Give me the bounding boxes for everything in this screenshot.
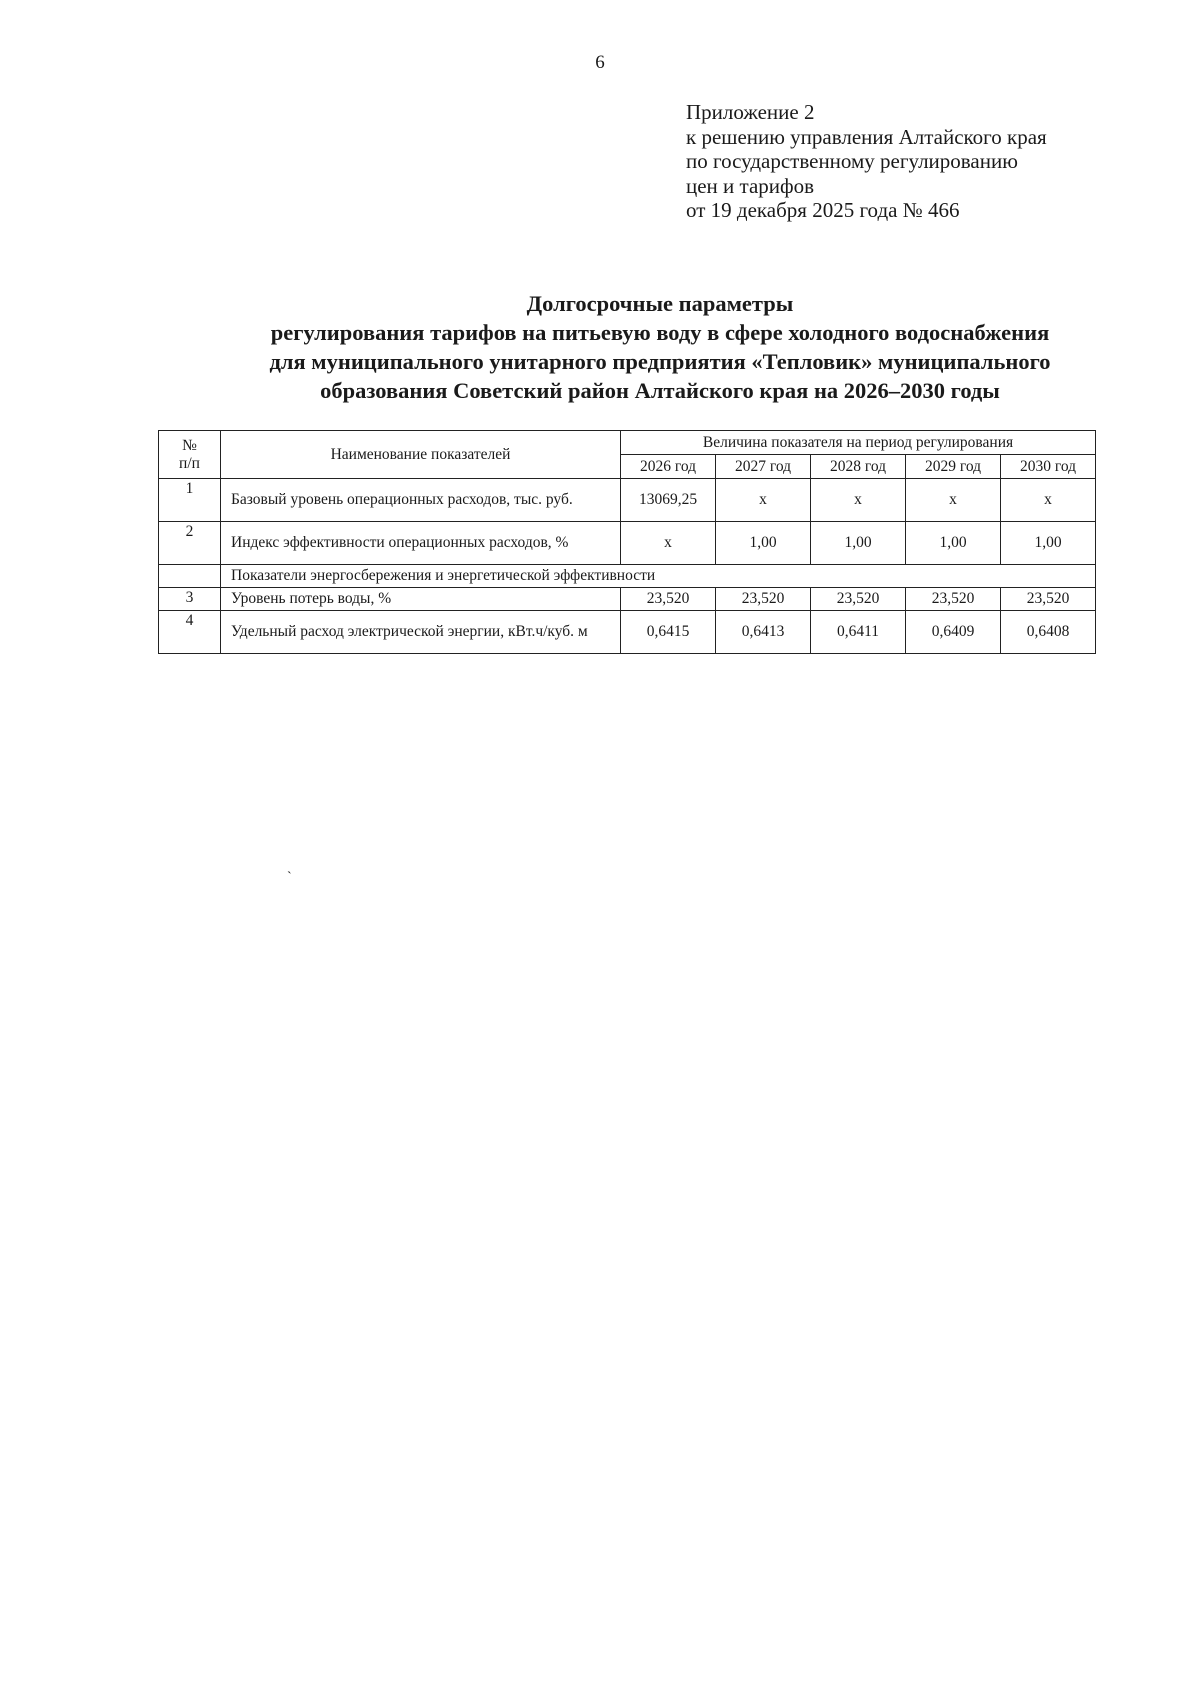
- row-num: 4: [159, 611, 221, 654]
- appendix-line: цен и тарифов: [686, 173, 815, 198]
- section-title: Показатели энергосбережения и энергетической эффективности: [221, 565, 1096, 588]
- appendix-line: от 19 декабря 2025 года № 466: [686, 198, 960, 222]
- header-year: 2029 год: [906, 455, 1001, 479]
- row-value: 1,00: [716, 522, 811, 565]
- row-value: 23,520: [1001, 588, 1096, 611]
- header-year: 2030 год: [1001, 455, 1096, 479]
- row-num: 2: [159, 522, 221, 565]
- row-value: 23,520: [716, 588, 811, 611]
- document-title: [150, 289, 1170, 405]
- table-row: [159, 588, 1096, 611]
- title-line: регулирования тарифов на питьевую воду в сфере холодного водоснабжения: [270, 320, 1050, 345]
- row-value: 13069,25: [621, 479, 716, 522]
- header-year: 2027 год: [716, 455, 811, 479]
- table-row: [159, 522, 1096, 565]
- row-value: 23,520: [811, 588, 906, 611]
- row-value: х: [621, 522, 716, 565]
- row-name: Базовый уровень операционных расходов, тыс. руб.: [221, 479, 621, 522]
- appendix-line: по государственному регулированию: [686, 149, 1018, 173]
- row-value: 1,00: [1001, 522, 1096, 565]
- header-name: Наименование показателей: [221, 431, 621, 479]
- appendix-block: [686, 100, 1047, 223]
- row-value: х: [811, 479, 906, 522]
- row-name: Удельный расход электрической энергии, кВт.ч/куб. м: [221, 611, 621, 654]
- header-year: 2028 год: [811, 455, 906, 479]
- row-num: 1: [159, 479, 221, 522]
- section-empty-cell: [159, 565, 221, 588]
- appendix-line: к решению управления Алтайского края: [686, 124, 1047, 149]
- row-value: 1,00: [811, 522, 906, 565]
- page-number: 6: [595, 52, 605, 73]
- row-value: 23,520: [621, 588, 716, 611]
- title-line: Долгосрочные параметры: [526, 291, 794, 316]
- stray-mark: `: [287, 870, 292, 885]
- title-line: для муниципального унитарного предприятия «Тепловик» муниципального: [269, 349, 1051, 374]
- table-header-row: [159, 431, 1096, 455]
- table-row: [159, 611, 1096, 654]
- parameters-table: [158, 430, 1096, 654]
- table-row: [159, 479, 1096, 522]
- header-num: № п/п: [159, 431, 221, 479]
- row-name: Уровень потерь воды, %: [221, 588, 621, 611]
- row-value: х: [906, 479, 1001, 522]
- table-section-row: [159, 565, 1096, 588]
- row-name: Индекс эффективности операционных расходов, %: [221, 522, 621, 565]
- row-value: 0,6413: [716, 611, 811, 654]
- row-value: 1,00: [906, 522, 1001, 565]
- row-value: х: [1001, 479, 1096, 522]
- row-value: х: [716, 479, 811, 522]
- row-value: 0,6409: [906, 611, 1001, 654]
- row-value: 23,520: [906, 588, 1001, 611]
- appendix-line: Приложение 2: [686, 100, 815, 124]
- row-value: 0,6415: [621, 611, 716, 654]
- header-period: Величина показателя на период регулирования: [621, 431, 1096, 455]
- title-line: образования Советский район Алтайского края на 2026–2030 годы: [320, 378, 1000, 403]
- row-value: 0,6411: [811, 611, 906, 654]
- row-value: 0,6408: [1001, 611, 1096, 654]
- row-num: 3: [159, 588, 221, 611]
- header-year: 2026 год: [621, 455, 716, 479]
